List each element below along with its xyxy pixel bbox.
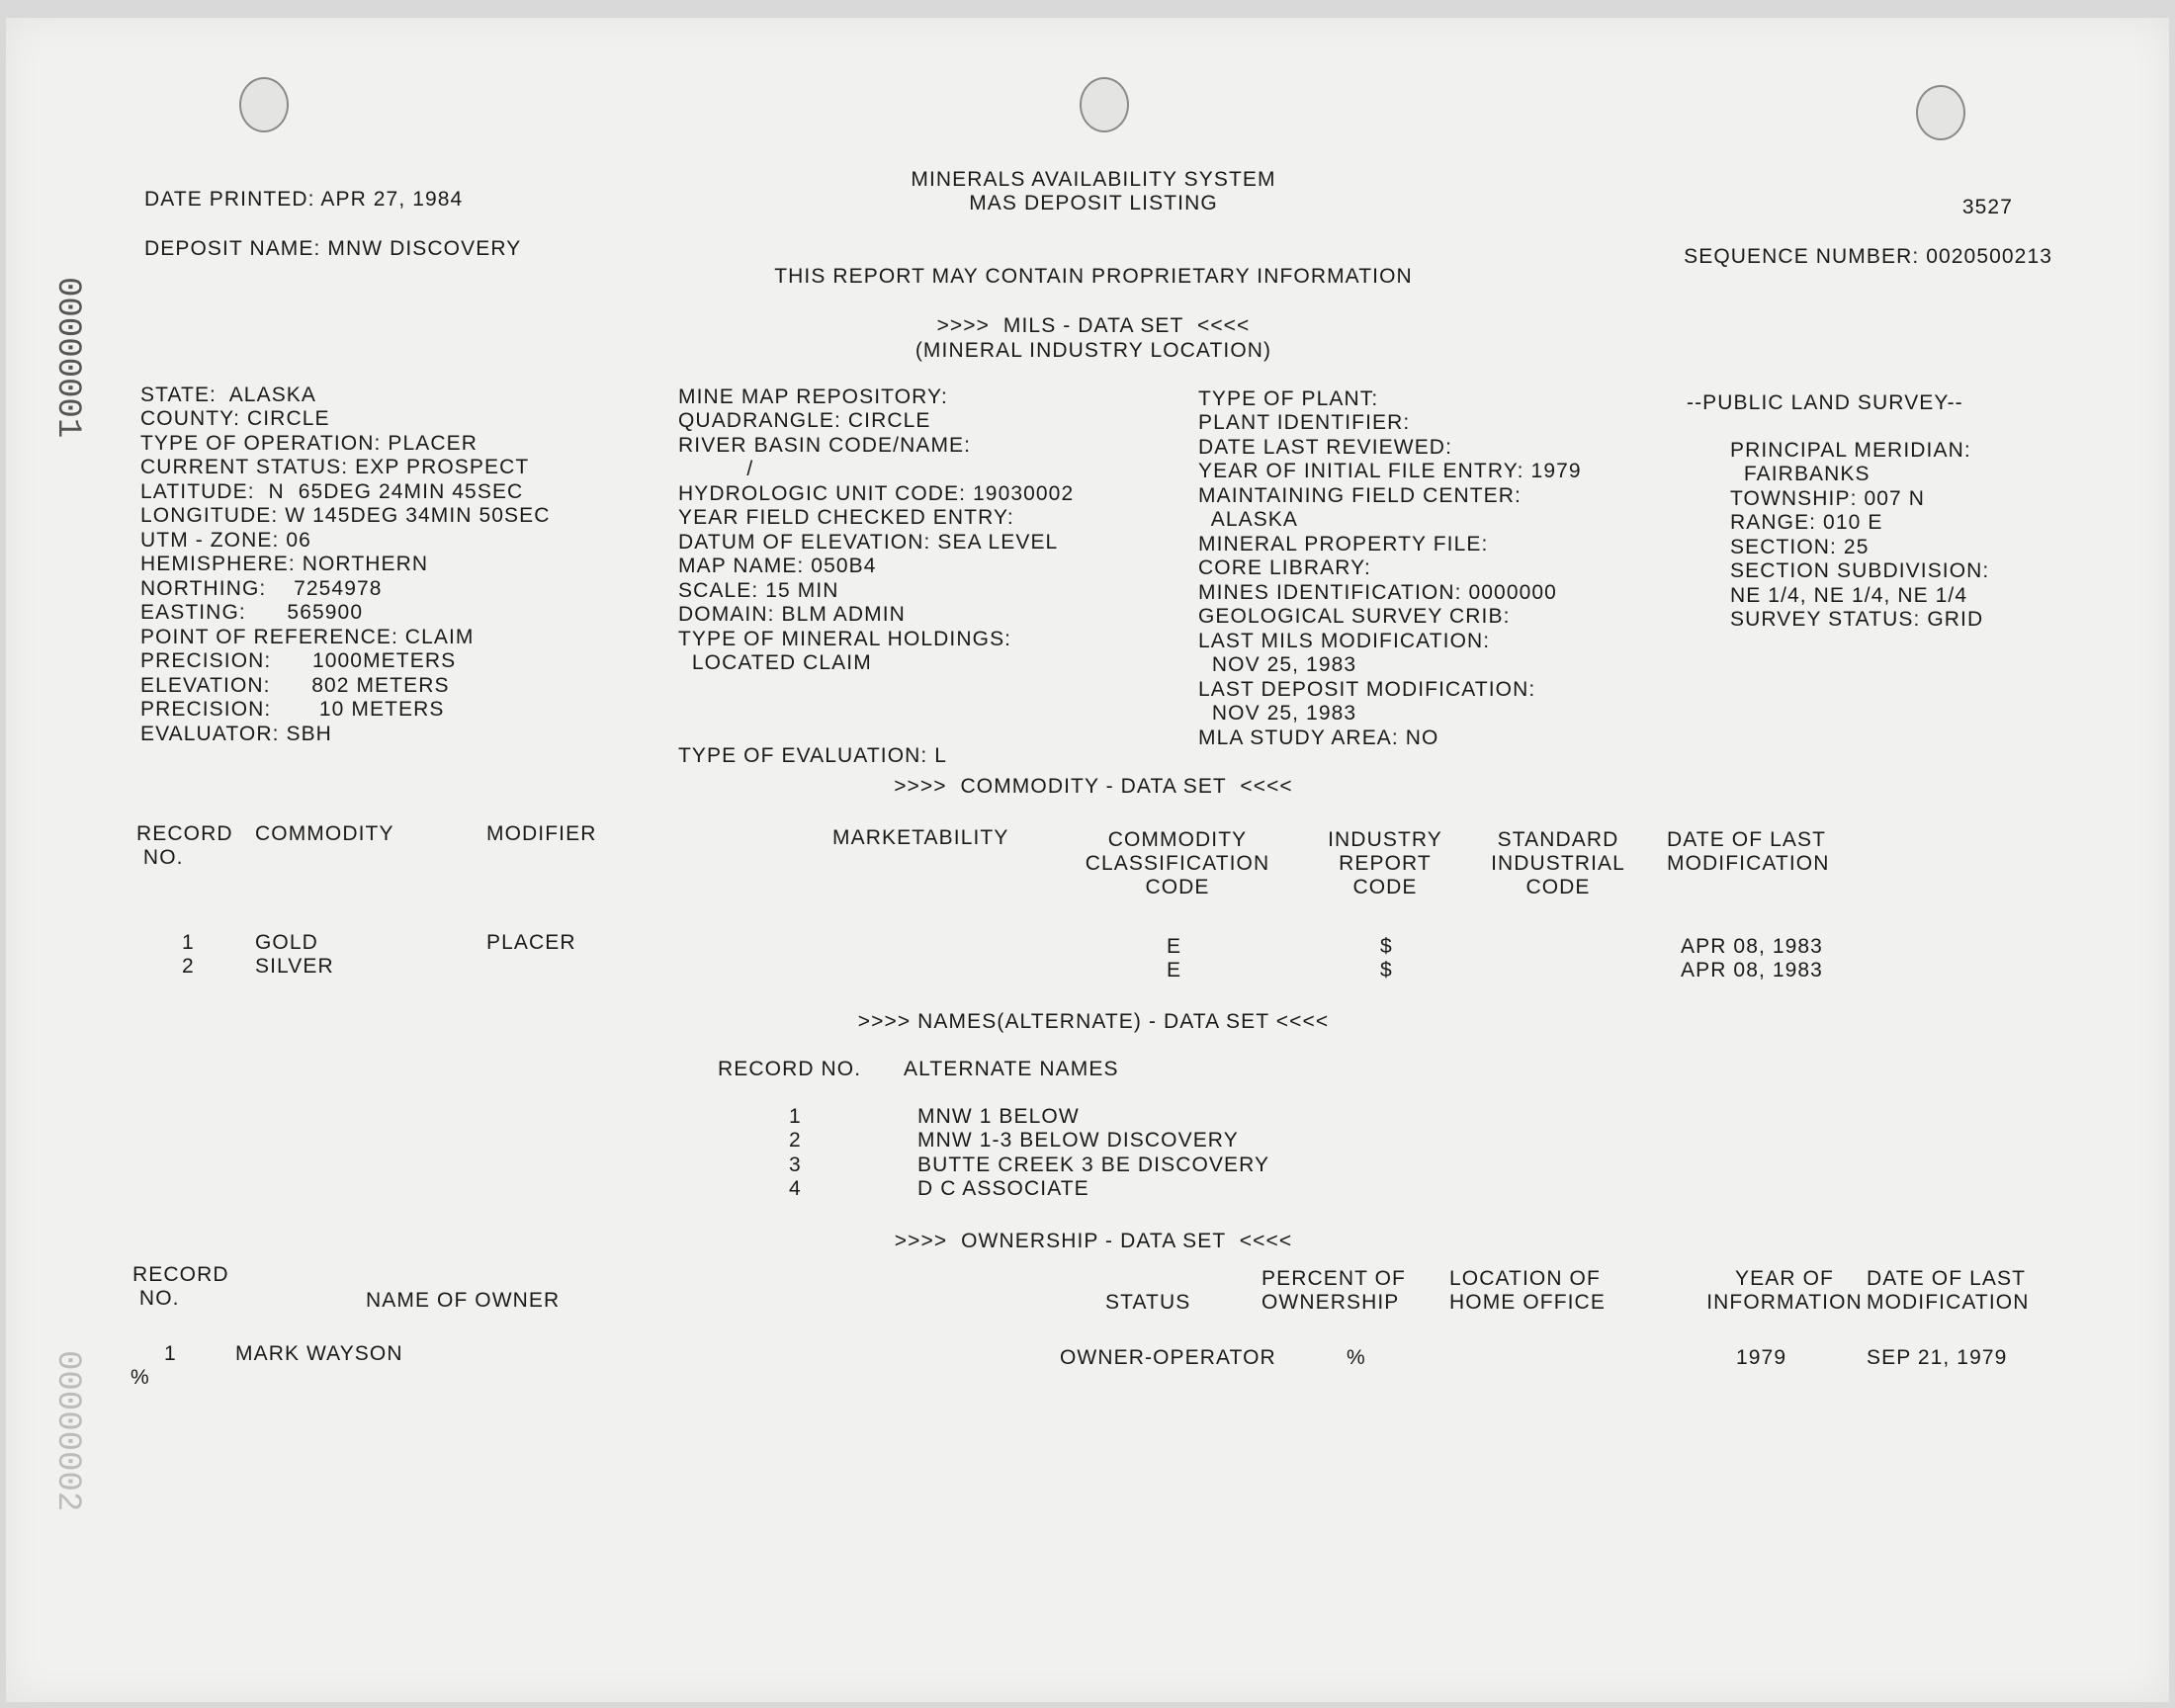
commodity-header-classification: COMMODITY CLASSIFICATION CODE [1085,828,1270,898]
mils-field: STATE: ALASKA [140,384,317,406]
mils-field: HEMISPHERE: NORTHERN [140,553,429,575]
ownership-header-date: DATE OF LAST MODIFICATION [1867,1267,2030,1314]
alternate-name: MNW 1 BELOW [917,1105,1080,1128]
commodity-industry-code: $ [1380,935,1393,958]
ownership-record-no: 1 [164,1342,177,1365]
commodity-class-code: E [1167,959,1182,982]
alternate-name: BUTTE CREEK 3 BE DISCOVERY [917,1153,1270,1176]
commodity-section-title: >>>> COMMODITY - DATA SET <<<< [894,775,1293,798]
mils-field: NOV 25, 1983 [1198,653,1357,676]
punch-hole-center [1080,77,1129,132]
public-land-survey-title: --PUBLIC LAND SURVEY-- [1687,391,1963,414]
ownership-section-title: >>>> OWNERSHIP - DATA SET <<<< [894,1230,1293,1252]
names-record-no: 1 [789,1105,802,1128]
names-record-no: 4 [789,1177,802,1200]
pls-field: PRINCIPAL MERIDIAN: [1730,439,1971,462]
mils-field: MINERAL PROPERTY FILE: [1198,533,1489,555]
mils-field: NORTHING: 7254978 [140,577,383,600]
mils-field: YEAR OF INITIAL FILE ENTRY: 1979 [1198,460,1582,482]
commodity-header-marketability: MARKETABILITY [832,826,1009,849]
mils-field: QUADRANGLE: CIRCLE [678,409,931,432]
commodity-header-commodity: COMMODITY [255,822,394,845]
names-record-no: 2 [789,1129,802,1152]
alternate-name: D C ASSOCIATE [917,1177,1089,1200]
commodity-class-code: E [1167,935,1182,958]
ownership-header-year: YEAR OF INFORMATION [1706,1267,1863,1314]
mils-field: MAP NAME: 050B4 [678,555,877,577]
names-section-title: >>>> NAMES(ALTERNATE) - DATA SET <<<< [857,1010,1330,1033]
mils-field: ALASKA [1198,508,1299,531]
mils-field: RIVER BASIN CODE/NAME: [678,434,972,457]
mils-field: YEAR FIELD CHECKED ENTRY: [678,506,1014,529]
names-record-no: 3 [789,1153,802,1176]
margin-marks-bottom: 00000002 [48,1350,86,1512]
mils-field: TYPE OF PLANT: [1198,387,1379,410]
names-header-record-no: RECORD NO. [718,1058,862,1080]
mils-field: DATE LAST REVIEWED: [1198,436,1453,459]
commodity-date: APR 08, 1983 [1681,959,1823,982]
mils-field: SCALE: 15 MIN [678,579,839,602]
mils-section-subtitle: (MINERAL INDUSTRY LOCATION) [914,339,1272,362]
mils-field: TYPE OF MINERAL HOLDINGS: [678,628,1012,650]
owner-status: OWNER-OPERATOR [1060,1346,1276,1369]
owner-date: SEP 21, 1979 [1867,1346,2008,1369]
owner-name: MARK WAYSON [235,1342,403,1365]
mils-field: MINE MAP REPOSITORY: [678,385,948,408]
margin-marks-top: 00000001 [48,277,86,439]
mils-field: LOCATED CLAIM [678,651,872,674]
commodity-name: GOLD [255,931,318,954]
ownership-header-status: STATUS [1105,1291,1191,1314]
mils-field: MAINTAINING FIELD CENTER: [1198,484,1522,507]
mils-field: HYDROLOGIC UNIT CODE: 19030002 [678,482,1075,505]
mils-field: UTM - ZONE: 06 [140,529,311,552]
mils-field: ELEVATION: 802 METERS [140,674,450,697]
mils-field: PLANT IDENTIFIER: [1198,411,1411,434]
mils-section-title: >>>> MILS - DATA SET <<<< [936,314,1251,337]
mils-field: EVALUATOR: SBH [140,723,332,745]
mils-field: TYPE OF EVALUATION: L [678,744,948,767]
mils-field: POINT OF REFERENCE: CLAIM [140,626,475,648]
commodity-record-no: 1 [182,931,195,954]
mils-field: CORE LIBRARY: [1198,556,1371,579]
ownership-header-owner: NAME OF OWNER [366,1289,561,1312]
mils-field: EASTING: 565900 [140,601,364,624]
mils-field: GEOLOGICAL SURVEY CRIB: [1198,605,1511,628]
mils-field: LAST DEPOSIT MODIFICATION: [1198,678,1536,701]
mils-field: PRECISION: 1000METERS [140,649,457,672]
commodity-header-industry: INDUSTRY REPORT CODE [1328,828,1442,898]
mils-field: MLA STUDY AREA: NO [1198,726,1439,749]
commodity-header-record-no: RECORD NO. [136,822,233,869]
ownership-header-location: LOCATION OF HOME OFFICE [1449,1267,1606,1314]
mils-field: COUNTY: CIRCLE [140,407,330,430]
mils-field: DOMAIN: BLM ADMIN [678,603,906,626]
report-page [6,18,2169,1702]
date-printed: DATE PRINTED: APR 27, 1984 [144,188,464,211]
pls-field: SECTION: 25 [1730,536,1870,558]
commodity-industry-code: $ [1380,959,1393,982]
mils-field: CURRENT STATUS: EXP PROSPECT [140,456,530,478]
mils-field: LATITUDE: N 65DEG 24MIN 45SEC [140,480,524,503]
mils-field: DATUM OF ELEVATION: SEA LEVEL [678,531,1059,554]
punch-hole-left [239,77,289,132]
pls-field: SURVEY STATUS: GRID [1730,608,1984,631]
mils-field: LONGITUDE: W 145DEG 34MIN 50SEC [140,504,551,527]
ownership-header-record-no: RECORD NO. [132,1263,229,1310]
mils-field: PRECISION: 10 METERS [140,698,445,721]
pls-field: NE 1/4, NE 1/4, NE 1/4 [1730,584,1968,607]
page-number: 3527 [1961,196,2013,218]
punch-hole-right [1916,85,1965,140]
mils-field: / [678,458,754,480]
commodity-date: APR 08, 1983 [1681,935,1823,958]
names-header-alternate: ALTERNATE NAMES [904,1058,1119,1080]
commodity-name: SILVER [255,955,334,978]
mils-field: NOV 25, 1983 [1198,702,1357,725]
system-title: MINERALS AVAILABILITY SYSTEM [911,168,1276,191]
sequence-number: SEQUENCE NUMBER: 0020500213 [1684,245,2052,268]
commodity-modifier: PLACER [486,931,576,954]
owner-year: 1979 [1736,1346,1787,1369]
commodity-header-date: DATE OF LAST MODIFICATION [1667,828,1830,875]
pls-field: RANGE: 010 E [1730,511,1883,534]
alternate-name: MNW 1-3 BELOW DISCOVERY [917,1129,1239,1152]
pls-field: FAIRBANKS [1730,463,1870,485]
listing-title: MAS DEPOSIT LISTING [969,192,1218,214]
deposit-name: DEPOSIT NAME: MNW DISCOVERY [144,237,522,260]
proprietary-notice: THIS REPORT MAY CONTAIN PROPRIETARY INFORMATION [774,265,1413,288]
commodity-record-no: 2 [182,955,195,978]
trailing-percent-mark: % [130,1366,150,1389]
commodity-header-modifier: MODIFIER [486,822,597,845]
mils-field: MINES IDENTIFICATION: 0000000 [1198,581,1557,604]
mils-field: TYPE OF OPERATION: PLACER [140,432,478,455]
ownership-header-percent: PERCENT OF OWNERSHIP [1262,1267,1406,1314]
pls-field: TOWNSHIP: 007 N [1730,487,1925,510]
pls-field: SECTION SUBDIVISION: [1730,559,1990,582]
commodity-header-standard: STANDARD INDUSTRIAL CODE [1491,828,1625,898]
mils-field: LAST MILS MODIFICATION: [1198,630,1491,652]
owner-percent: % [1347,1346,1366,1369]
